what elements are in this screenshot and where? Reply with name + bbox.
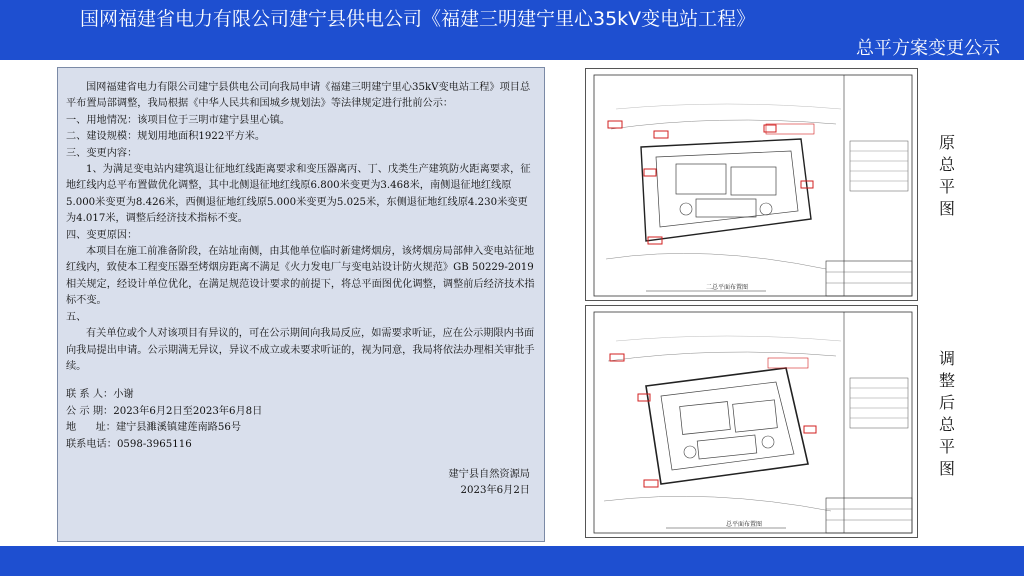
section-objection-body: 有关单位或个人对该项目有异议的，可在公示期间向我局反应，如需要求听证，应在公示期限内书面向我局提出申请。公示期满无异议，异议不成立或未要求听证的，视为同意，我局将依法办理相关审批手续。 (66, 328, 535, 372)
section-reason-body: 本项目在施工前准备阶段，在站址南侧，由其他单位临时新建烤烟房，该烤烟房局部伸入变电站征地红线内，致使本工程变压器至烤烟房距离不满足《火力发电厂与变电站设计防火规范》GB 50229-2019相关规定，经设计单位优化，在满足规范设计要求的前提下，将总平面图优化调整，调整前后经济技术指标不变。 (66, 246, 535, 307)
label-char: 平 (938, 437, 955, 456)
period-value: 2023年6月2日至2023年6月8日 (113, 405, 263, 417)
footer-bar (0, 546, 1024, 576)
period-label: 公 示 期： (66, 405, 114, 417)
section-reason-heading: 四、变更原因： (66, 229, 138, 241)
section-five-heading: 五、 (66, 311, 87, 323)
phone-line (66, 437, 536, 453)
contact-line (66, 387, 536, 403)
phone-label: 联系电话： (66, 438, 117, 450)
period-line (66, 404, 536, 420)
contact-label: 联 系 人： (66, 389, 114, 401)
original-plan-graphic (586, 69, 919, 302)
label-char: 后 (938, 393, 955, 412)
label-char: 图 (938, 199, 955, 218)
drawing-caption: 总平面布置图 (726, 521, 763, 528)
phone-value: 0598-3965116 (116, 438, 192, 450)
label-char: 总 (938, 415, 955, 434)
label-char: 平 (938, 177, 955, 196)
label-char: 总 (938, 155, 955, 174)
page-title: 国网福建省电力有限公司建宁县供电公司《福建三明建宁里心35kV变电站工程》 (80, 8, 756, 30)
adjusted-plan-graphic (586, 306, 919, 539)
notice-panel (57, 67, 545, 542)
issuing-organization: 建宁县自然资源局 (448, 468, 530, 480)
notice-intro: 国网福建省电力有限公司建宁县供电公司向我局申请《福建三明建宁里心35kV变电站工程》项目总平布置局部调整，我局根据《中华人民共和国城乡规划法》等法律规定进行批前公示： (66, 82, 531, 110)
label-char: 图 (938, 459, 955, 478)
section-change-heading: 三、变更内容： (66, 147, 138, 159)
adjusted-plan-label (937, 348, 957, 480)
section-land-use: 一、用地情况：该项目位于三明市建宁县里心镇。 (66, 114, 291, 126)
label-char: 整 (938, 371, 955, 390)
address-label: 地 址： (66, 422, 116, 434)
original-plan-label (937, 132, 957, 220)
section-change-body: 1、为满足变电站内建筑退让征地红线距离要求和变压器离丙、丁、戊类生产建筑防火距离要求，征地红线内总平布置做优化调整，其中北侧退征地红线原6.800米变更为3.468米，南侧退征地红线原5.000米变更为8.426米，西侧退征地红线原5.000米变更为5.025米，东侧退征地红线原4.230米变更为4.017米，调整后经济技术指标不变。 (66, 164, 531, 225)
section-scale: 二、建设规模：规划用地面积1922平方米。 (66, 131, 266, 143)
address-line (66, 420, 536, 436)
contact-value: 小谢 (113, 389, 134, 401)
page-subtitle: 总平方案变更公示 (856, 38, 1000, 59)
drawing-caption: 二总平面布置图 (706, 284, 749, 291)
address-value: 建宁县濉溪镇建莲南路56号 (116, 422, 242, 434)
label-char: 原 (938, 133, 955, 152)
adjusted-site-plan-drawing (585, 305, 918, 538)
header-banner (0, 0, 1024, 60)
original-site-plan-drawing (585, 68, 918, 301)
label-char: 调 (938, 349, 955, 368)
issue-date: 2023年6月2日 (460, 485, 530, 497)
